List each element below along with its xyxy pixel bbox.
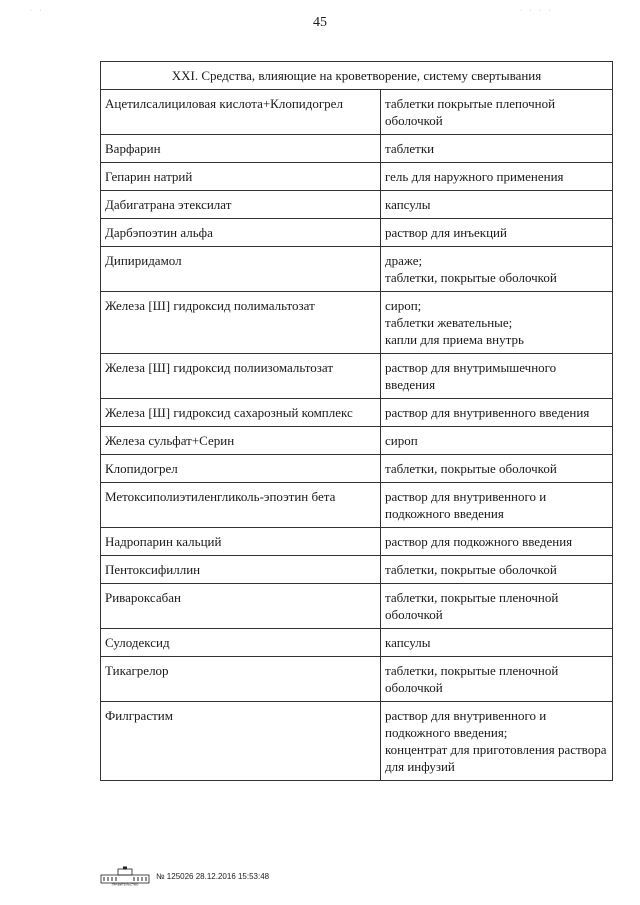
table-row	[101, 90, 613, 135]
table-row	[101, 528, 613, 556]
dosage-form-cell: раствор для внутривенного введения	[381, 399, 613, 427]
drug-name-cell: Филграстим	[101, 702, 381, 781]
drug-name-cell: Ривароксабан	[101, 584, 381, 629]
emblem-text: ПРАВИТЕЛЬСТВО	[111, 882, 139, 886]
table-row	[101, 354, 613, 399]
drug-table	[100, 61, 613, 781]
dosage-form-cell: капсулы	[381, 191, 613, 219]
drug-name-cell: Ацетилсалициловая кислота+Клопидогрел	[101, 90, 381, 135]
table-row	[101, 191, 613, 219]
table-row	[101, 556, 613, 584]
dosage-form-cell: гель для наружного применения	[381, 163, 613, 191]
drug-name-cell: Железа [Ш] гидроксид сахарозный комплекс	[101, 399, 381, 427]
section-title: XXI. Средства, влияющие на кроветворение, систему свертывания	[101, 62, 613, 90]
drug-name-cell: Дипиридамол	[101, 247, 381, 292]
drug-name-cell: Железа сульфат+Серин	[101, 427, 381, 455]
table-row	[101, 702, 613, 781]
drug-name-cell: Сулодексид	[101, 629, 381, 657]
dosage-form-cell: таблетки, покрытые оболочкой	[381, 455, 613, 483]
drug-name-cell: Дабигатрана этексилат	[101, 191, 381, 219]
table-row	[101, 455, 613, 483]
dosage-form-cell: таблетки, покрытые оболочкой	[381, 556, 613, 584]
table-body	[101, 90, 613, 781]
table-row	[101, 629, 613, 657]
drug-name-cell: Метоксиполиэтиленгликоль-эпоэтин бета	[101, 483, 381, 528]
table-row	[101, 427, 613, 455]
dosage-form-cell: таблетки покрытые плепочной оболочкой	[381, 90, 613, 135]
drug-name-cell: Клопидогрел	[101, 455, 381, 483]
table-row	[101, 292, 613, 354]
dosage-form-cell: сироп; таблетки жевательные; капли для приема внутрь	[381, 292, 613, 354]
government-building-emblem-icon	[100, 866, 150, 886]
section-header-row	[101, 62, 613, 90]
dosage-form-cell: сироп	[381, 427, 613, 455]
dosage-form-cell: раствор для внутримышечного введения	[381, 354, 613, 399]
table-row	[101, 219, 613, 247]
dosage-form-cell: раствор для инъекций	[381, 219, 613, 247]
table-row	[101, 584, 613, 629]
table-row	[101, 135, 613, 163]
drug-name-cell: Варфарин	[101, 135, 381, 163]
footer	[100, 866, 269, 886]
table-row	[101, 247, 613, 292]
scan-artifact: · ·	[30, 8, 45, 14]
scan-artifact: · · · ·	[520, 8, 554, 14]
dosage-form-cell: раствор для внутривенного и подкожного введения; концентрат для приготовления раствора для инфузий	[381, 702, 613, 781]
document-stamp: № 125026 28.12.2016 15:53:48	[156, 871, 270, 881]
dosage-form-cell: таблетки, покрытые пленочной оболочкой	[381, 657, 613, 702]
table-row	[101, 657, 613, 702]
table-row	[101, 399, 613, 427]
dosage-form-cell: раствор для внутривенного и подкожного введения	[381, 483, 613, 528]
drug-name-cell: Железа [Ш] гидроксид полимальтозат	[101, 292, 381, 354]
drug-name-cell: Пентоксифиллин	[101, 556, 381, 584]
page-number: 45	[313, 15, 327, 30]
drug-name-cell: Дарбэпоэтин альфа	[101, 219, 381, 247]
drug-name-cell: Тикагрелор	[101, 657, 381, 702]
table-row	[101, 483, 613, 528]
dosage-form-cell: капсулы	[381, 629, 613, 657]
table-row	[101, 163, 613, 191]
drug-name-cell: Надропарин кальций	[101, 528, 381, 556]
dosage-form-cell: таблетки, покрытые пленочной оболочкой	[381, 584, 613, 629]
dosage-form-cell: раствор для подкожного введения	[381, 528, 613, 556]
drug-name-cell: Железа [Ш] гидроксид полиизомальтозат	[101, 354, 381, 399]
dosage-form-cell: драже; таблетки, покрытые оболочкой	[381, 247, 613, 292]
dosage-form-cell: таблетки	[381, 135, 613, 163]
drug-name-cell: Гепарин натрий	[101, 163, 381, 191]
